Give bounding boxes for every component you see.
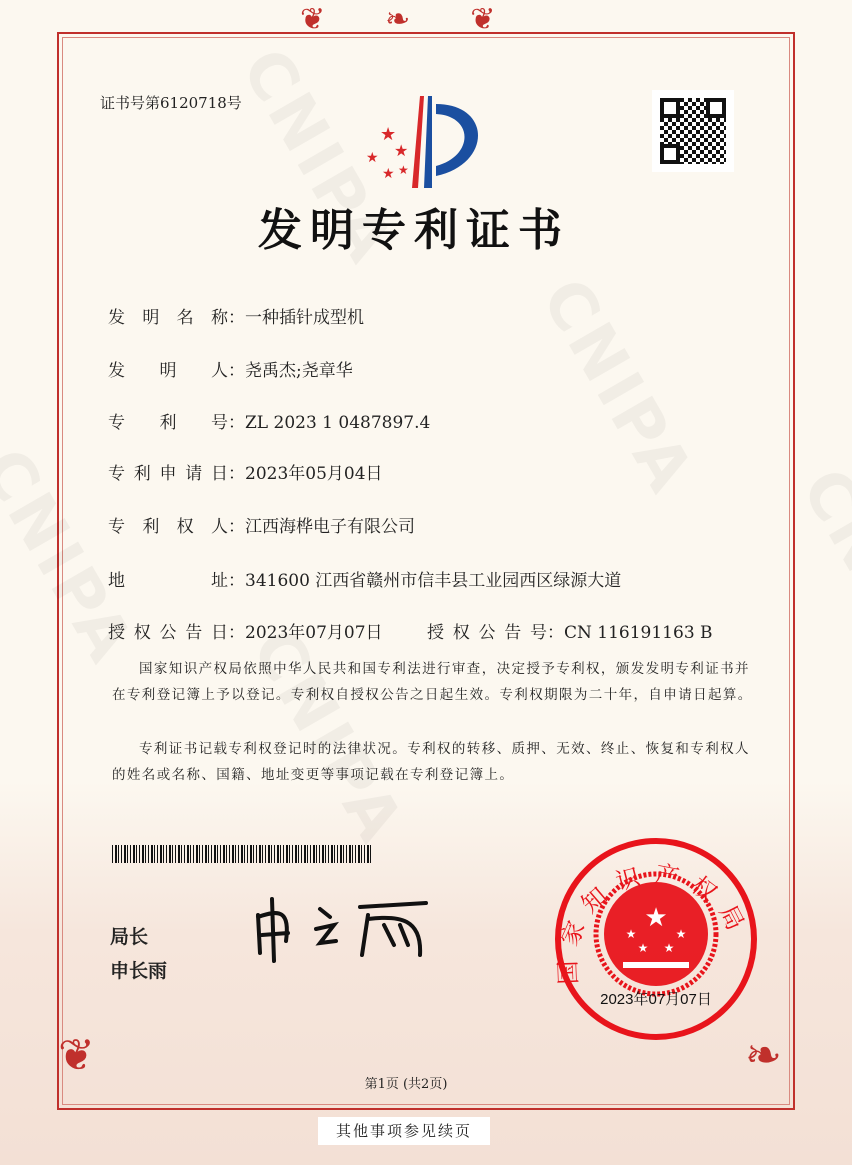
field-application-date: 专利申请日：2023年05月04日	[108, 464, 383, 484]
cnipa-logo	[362, 92, 492, 192]
svg-text:国家知识产权局	[553, 860, 754, 985]
corner-ornament-right: ❧	[745, 1030, 782, 1081]
statement-paragraph: 国家知识产权局依照中华人民共和国专利法进行审查，决定授予专利权，颁发发明专利证书并在专利登记簿上予以登记。专利权自授权公告之日起生效。专利权期限为二十年，自申请日起算。	[112, 661, 753, 703]
seal-date: 2023年07月07日	[600, 991, 712, 1008]
field-grant-date: 授权公告日：2023年07月07日	[108, 623, 383, 643]
svg-text:★: ★	[644, 903, 668, 933]
continued-note: 其他事项参见续页	[318, 1117, 490, 1145]
statement-paragraph: 专利证书记载专利权登记时的法律状况。专利权的转移、质押、无效、终止、恢复和专利权人的姓名或名称、国籍、地址变更等事项记载在专利登记簿上。	[112, 741, 750, 783]
corner-ornament-left: ❦	[58, 1030, 95, 1081]
qr-code	[652, 90, 734, 172]
svg-text:★: ★	[366, 150, 379, 166]
svg-text:★: ★	[382, 166, 395, 182]
official-seal	[553, 836, 759, 1042]
field-address: 地址：341600 江西省赣州市信丰县工业园西区绿源大道	[108, 571, 622, 591]
director-name: 申长雨	[110, 960, 168, 982]
field-patentee: 专利权人：江西海桦电子有限公司	[108, 517, 415, 537]
top-ornament: ❦❧❦	[300, 2, 556, 37]
barcode	[112, 845, 372, 863]
director-signature	[250, 895, 440, 965]
svg-text:★: ★	[675, 927, 687, 941]
field-grant-number: 授权公告号：CN 116191163 B	[427, 623, 713, 643]
svg-text:★: ★	[380, 124, 397, 145]
svg-text:★: ★	[398, 163, 409, 177]
svg-text:★: ★	[663, 941, 675, 955]
field-patent-number: 专利号：ZL 2023 1 0487897.4	[108, 413, 431, 433]
certificate-number: 证书号第6120718号	[100, 94, 242, 112]
watermark	[787, 457, 852, 697]
page-title: 发明专利证书	[258, 205, 570, 256]
director-title: 局长	[110, 926, 149, 948]
svg-text:★: ★	[625, 927, 637, 941]
field-inventor: 发明人：尧禹杰;尧章华	[108, 361, 353, 381]
seal-text: 国家知识产权局	[553, 859, 755, 986]
field-invention-name: 发明名称：一种插针成型机	[108, 308, 364, 328]
svg-text:★: ★	[637, 941, 649, 955]
page-info: 第1页 (共2页)	[364, 1077, 448, 1092]
svg-text:★: ★	[394, 141, 409, 160]
